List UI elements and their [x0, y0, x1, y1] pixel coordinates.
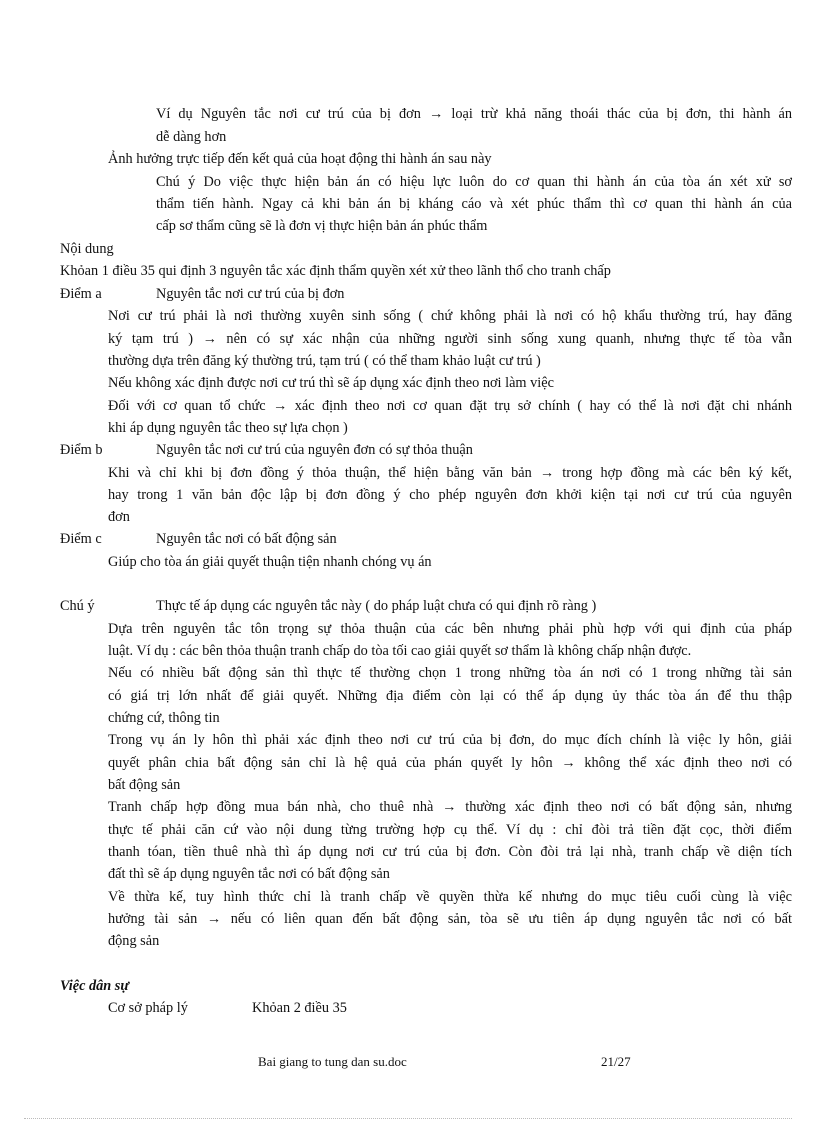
text-line: luật. Ví dụ : các bên thỏa thuận tranh chấp do tòa tối cao giải quyết sơ thẩm là không chấp nhận được. — [108, 643, 692, 659]
text-line: Giúp cho tòa án giải quyết thuận tiện nhanh chóng vụ án — [108, 554, 432, 570]
text-line: đất thì sẽ áp dụng nguyên tắc nơi có bất động sản — [108, 866, 390, 882]
text-line: thanh tóan, tiền thuê nhà thì áp dụng nơi cư trú của bị đơn. Còn đòi trả lại nhà, tranh chấp về diện tích — [108, 844, 792, 860]
page-bottom-rule — [24, 1118, 792, 1119]
text-line: thường dựa trên đăng ký thường trú, tạm trú ( có thể tham khảo luật cư trú ) — [108, 353, 541, 369]
text-line: Tranh chấp hợp đồng mua bán nhà, cho thuê nhà → thường xác định theo nơi có bất động sản, nhưng — [108, 799, 792, 815]
text-line: thực tế phải căn cứ vào nội dung từng trường hợp cụ thể. Ví dụ : chỉ đòi trả tiền đặt cọc, thời điểm — [108, 822, 792, 838]
text-line: bất động sản — [108, 777, 181, 793]
text-line: Nếu có nhiều bất động sản thì thực tế thường chọn 1 trong những tòa án nơi có 1 trong những tài sản — [108, 665, 792, 681]
footer-filename: Bai giang to tung dan su.doc — [258, 1054, 407, 1069]
point-title: Nguyên tắc nơi cư trú của bị đơn — [156, 286, 345, 302]
text-line: Dựa trên nguyên tắc tôn trọng sự thỏa thuận của các bên nhưng phải phù hợp với qui định của pháp — [108, 621, 792, 637]
point-label: Điểm b — [60, 442, 103, 458]
section-heading: Nội dung — [60, 241, 114, 257]
text-line: chứng cứ, thông tin — [108, 710, 220, 726]
text-line: Về thừa kế, tuy hình thức chỉ là tranh chấp về quyền thừa kế nhưng do mục tiêu cuối cùng là việc — [108, 889, 792, 905]
text-line: Đối với cơ quan tổ chức → xác định theo nơi cơ quan đặt trụ sở chính ( hay có thể là nơi đặt chi nhánh — [108, 398, 792, 414]
legal-basis-value: Khỏan 2 điều 35 — [252, 1000, 347, 1016]
point-label: Điểm a — [60, 286, 102, 302]
text-line: ký tạm trú ) → nên có sự xác nhận của những người sinh sống xung quanh, nhưng thực tế tòa vẫn — [108, 331, 792, 347]
text-line: Trong vụ án ly hôn thì phải xác định theo nơi cư trú của bị đơn, do mục đích chính là việc ly hôn, giải — [108, 732, 792, 748]
legal-basis-label: Cơ sở pháp lý — [108, 1000, 188, 1016]
text-line: hưởng tài sản → nếu có liên quan đến bất động sản, tòa sẽ ưu tiên áp dụng nguyên tắc nơi có bất — [108, 911, 792, 927]
text-line: Nơi cư trú phải là nơi thường xuyên sinh sống ( chứ không phải là nơi có hộ khẩu thường trú, hay đăng — [108, 308, 792, 324]
text-line: hay trong 1 văn bản độc lập bị đơn đồng ý cho phép nguyên đơn khởi kiện tại nơi cư trú của nguyên — [108, 487, 792, 503]
text-line: Ví dụ Nguyên tắc nơi cư trú của bị đơn → loại trừ khả năng thoái thác của bị đơn, thi hành án — [156, 106, 792, 122]
text-line: Chú ý Do việc thực hiện bản án có hiệu lực luôn do cơ quan thi hành án của tòa án xét xử sơ — [156, 174, 792, 190]
text-line: quyết phân chia bất động sản chỉ là hệ quả của phán quyết ly hôn → không thể xác định theo nơi có — [108, 755, 792, 771]
text-line: Nếu không xác định được nơi cư trú thì sẽ áp dụng xác định theo nơi làm việc — [108, 375, 554, 391]
text-line: có giá trị lớn nhất để giải quyết. Những địa điểm còn lại có thể áp dụng ủy thác tòa án để thu thập — [108, 688, 792, 704]
note-title: Thực tế áp dụng các nguyên tắc này ( do pháp luật chưa có qui định rõ ràng ) — [156, 598, 597, 614]
note-label: Chú ý — [60, 598, 95, 614]
footer-page-number: 21/27 — [601, 1054, 631, 1069]
text-line: động sản — [108, 933, 160, 949]
point-label: Điểm c — [60, 531, 102, 547]
point-title: Nguyên tắc nơi cư trú của nguyên đơn có sự thỏa thuận — [156, 442, 473, 458]
section-heading-civil-matters: Việc dân sự — [60, 978, 129, 994]
text-line: cấp sơ thẩm cũng sẽ là đơn vị thực hiện bản án phúc thẩm — [156, 218, 488, 234]
text-line: đơn — [108, 509, 130, 525]
point-title: Nguyên tắc nơi có bất động sản — [156, 531, 337, 547]
text-line: Khỏan 1 điều 35 qui định 3 nguyên tắc xác định thẩm quyền xét xử theo lãnh thổ cho tranh chấp — [60, 263, 611, 279]
text-line: Khi và chỉ khi bị đơn đồng ý thỏa thuận, thể hiện bằng văn bản → trong hợp đồng mà các bên ký kết, — [108, 465, 792, 481]
text-line: dễ dàng hơn — [156, 129, 227, 145]
text-line: khi áp dụng nguyên tắc theo sự lựa chọn ) — [108, 420, 348, 436]
text-line: thẩm tiến hành. Ngay cả khi bản án bị kháng cáo và xét phúc thẩm thì cơ quan thi hành án của — [156, 196, 792, 212]
text-line: Ảnh hưởng trực tiếp đến kết quả của hoạt động thi hành án sau này — [108, 151, 492, 167]
